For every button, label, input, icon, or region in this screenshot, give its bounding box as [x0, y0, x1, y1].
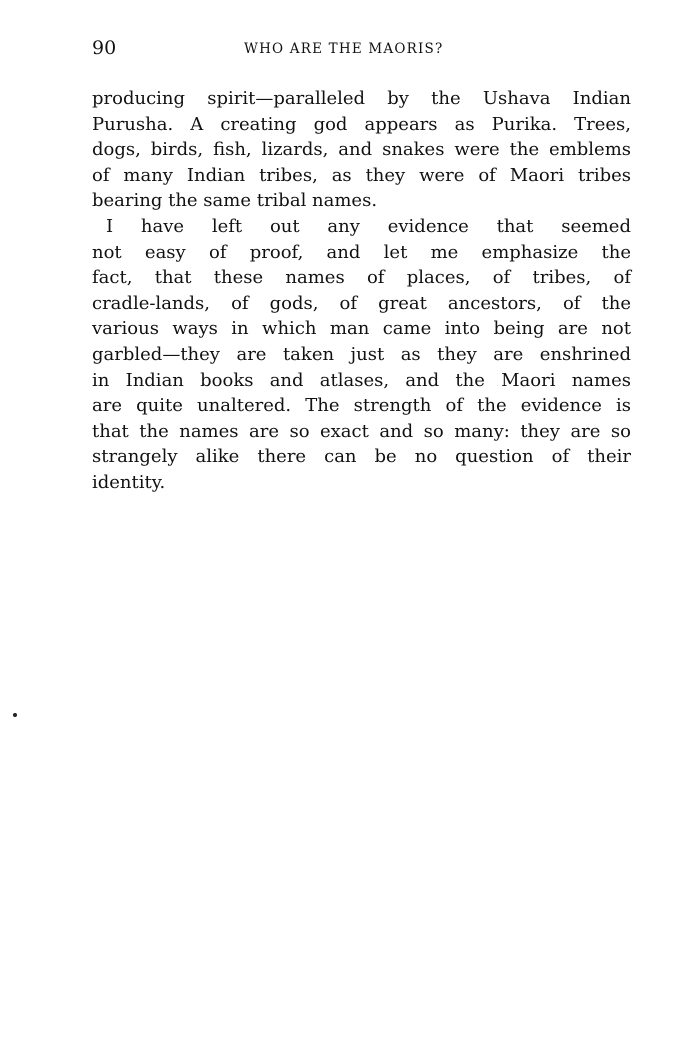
text-line: various ways in which man came into being are not [92, 318, 631, 340]
page-header [92, 36, 632, 60]
text-line: in Indian books and atlases, and the Maori names [92, 369, 631, 391]
scan-speck [13, 713, 17, 717]
body-text [92, 86, 631, 496]
text-line: that the names are so exact and so many: they are so [92, 420, 631, 442]
text-line: I have left out any evidence that seemed [106, 215, 631, 237]
text-line: dogs, birds, fish, lizards, and snakes were the emblems [92, 139, 631, 161]
running-head: WHO ARE THE MAORIS? [244, 41, 444, 57]
text-line: identity. [92, 471, 166, 493]
text-line: are quite unaltered. The strength of the evidence is [92, 395, 631, 417]
text-line: bearing the same tribal names. [92, 190, 378, 212]
text-line: not easy of proof, and let me emphasize the [92, 241, 631, 263]
text-line: Purusha. A creating god appears as Purika. Trees, [92, 113, 631, 135]
page-number: 90 [92, 37, 117, 59]
paragraph-1 [92, 86, 631, 214]
paragraph-2 [92, 214, 631, 496]
text-line: producing spirit—paralleled by the Ushava Indian [92, 88, 631, 109]
text-line: of many Indian tribes, as they were of Maori tribes [92, 164, 631, 186]
text-line: cradle-lands, of gods, of great ancestors, of the [92, 292, 631, 314]
text-line: garbled—they are taken just as they are enshrined [92, 343, 631, 365]
text-line: strangely alike there can be no question of their [92, 446, 631, 468]
text-line: fact, that these names of places, of tribes, of [92, 267, 631, 289]
